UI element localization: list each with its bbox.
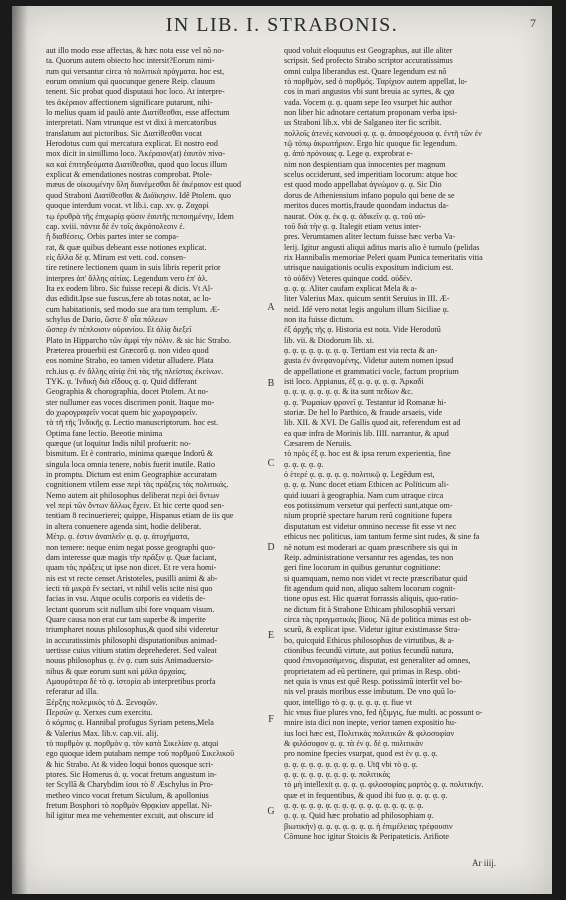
text-line: fit agendum quid non, aliquo saltem locorum cognit- bbox=[284, 583, 456, 593]
text-line: aut illo modo esse affectas, & hæc nota esse vel nõ no- bbox=[46, 46, 225, 55]
page-header bbox=[12, 14, 552, 38]
text-line: mnire ista dici non inepte, verior tamen expositio hu- bbox=[284, 718, 457, 728]
text-line: ᾳ. ᾳ. ᾳ. Quid hæc probatio ad philosophiam ᾳ. bbox=[284, 811, 434, 821]
text-line: ὁ κόμπος ᾳ. Hannibal profugus Syriam petens,Mela bbox=[46, 718, 214, 728]
text-line: ἤ διαθέσεις. Orbis partes inter se compa- bbox=[46, 232, 179, 242]
text-line: singula loca omnia tenere, nobis fuerit inutile. Ratio bbox=[46, 459, 216, 469]
text-line: bismitum. Et è contrario, minima quæque Indorû & bbox=[46, 449, 214, 459]
text-line: est quod modo appellabat ἀγνώμον ᾳ. ᾳ. Sic Dio bbox=[284, 180, 442, 190]
text-line: τὸ πορθμὸν ᾳ. πορθμὸν ᾳ. τὸν κατὰ Σικελίαν ᾳ. atqui bbox=[46, 739, 219, 749]
margin-letter-e: E bbox=[267, 630, 275, 641]
text-line: rat, & quæ quibus debeant esse notiones explicat. bbox=[46, 242, 207, 252]
text-line: Nemo autem ait philosophus deliberat περὶ ἀεὶ ὄντων bbox=[46, 490, 220, 500]
text-line: quod Straboni Διατίθεσθαι & Διόϊκησιν. Idê Ptolem. quo bbox=[46, 190, 231, 200]
text-line: & Valerius Max. lib.v. cap.vii. alij. bbox=[46, 728, 159, 738]
text-line: ᾳ. ᾳ. ᾳ. ᾳ. ᾳ. ᾳ. ᾳ. ᾳ. ᾳ. ᾳ. ᾳ. ᾳ. ᾳ. ᾳ. ᾳ. ᾳ. ᾳ. bbox=[284, 801, 424, 811]
text-line: interpres ἀπ' ἄλλης αἰτίας. Legendum vero ἐπ' ἀλ. bbox=[46, 273, 208, 283]
text-line: interpretati. Nam vtrunque est vt dixi à mercatoribus bbox=[46, 118, 217, 128]
text-line: Περσῶν ᾳ. Xerxes cum exercitu. bbox=[46, 708, 153, 717]
text-line: gusta ἐν ἀνεφανομένης. Videtur autem nomen ipsud bbox=[284, 356, 454, 366]
text-line: facias in vsu. Atque oculis corporis ea videtis de- bbox=[46, 594, 206, 604]
text-line: scripsit. Sed profecto Strabo scriptor accuratissimus bbox=[284, 56, 453, 66]
text-line: naurat. Οὐκ ᾳ. ἐκ ᾳ. ᾳ. ἀδικεῖν ᾳ. ᾳ. τοῦ αὐ- bbox=[284, 211, 426, 221]
text-line: dam interesse quæ magis τὴν πρᾶξιν ᾳ. Quæ faciant, bbox=[46, 552, 217, 562]
text-line: nis vel prauis moribus esse imbutum. De vno quū lo- bbox=[284, 687, 456, 697]
signature-text: Ar iiij. bbox=[472, 858, 496, 868]
margin-letter-a: A bbox=[267, 302, 275, 313]
text-line: geri fine locorum in quibus geruntur cognitione: bbox=[284, 563, 441, 573]
text-line: ᾳ. ἀπὸ πρόνοιας ᾳ. Lege ᾳ. exprobrat e- bbox=[284, 149, 413, 159]
text-line: rch.ius ᾳ. ἐν ἄλλης αἰτίᾳ ἐπὶ τὰς τῆς πλείστας ἐκείνων. bbox=[46, 366, 223, 376]
text-line: ἐξ ἀρχῆς τῆς ᾳ. Historia est nota. Vide Herodotū bbox=[284, 325, 441, 335]
text-line: Cæsarem de Neruiis. bbox=[284, 439, 352, 449]
text-line: liter Valerius Max. quicum sentit Seruius in III. Æ- bbox=[284, 294, 450, 304]
text-line: tione opus est. Hic quærat forrassis aliquis, quo-ratio- bbox=[284, 594, 459, 604]
text-line: isti loco. Appianus, ἐξ ᾳ. ᾳ. ᾳ. ᾳ. ᾳ. Ἀρκαδὶ bbox=[284, 377, 424, 386]
text-line: ᾳ. ᾳ. ᾳ. ᾳ. ᾳ. ᾳ. ᾳ. ᾳ. Tertiam est via recta & an- bbox=[284, 345, 438, 355]
text-line: lib. vii. & Diodorum lib. xi. bbox=[284, 335, 375, 345]
text-line: dus edidit.Ipse sue fuscus,fere ab totas notat, ac lo- bbox=[46, 294, 212, 304]
text-line: ster nullumer eas voces discrimen ponit. Itaque mo- bbox=[46, 397, 215, 407]
text-line: si quamquam, nemo non videt vt recte præscribatur quid bbox=[284, 573, 468, 583]
text-line: ta. Quorum autem obiecto hoc intersit?Eorum nimi- bbox=[46, 56, 215, 66]
text-line: triumpharet nouus philosophus,& quod sibi videretur bbox=[46, 625, 219, 635]
text-line: cos in mari angustos vbi sunt breuia ac syrtes, & ςχα bbox=[284, 87, 455, 97]
text-line: cum habitationis, sed modo sue ara tum templum. Æ- bbox=[46, 304, 220, 314]
text-line: pres. Verumtamen aliter lectum fuisse hæc verba Va- bbox=[284, 232, 456, 242]
text-line: ᾳ. ᾳ. ᾳ. Nunc docet etiam Ethicen ac Politicum ali- bbox=[284, 480, 449, 490]
text-line: non ita fuisse dictum. bbox=[284, 314, 354, 324]
text-line: Μέτρ. ᾳ. ἐστιν ἀναπλεῖν ᾳ. ᾳ. ᾳ. ἀτυχήματα, bbox=[46, 532, 190, 542]
text-line: iecti τὰ μικρὰ ἔν sectari, vt nihil velis scite nisi quo bbox=[46, 583, 213, 593]
text-line: omni culpa liberandus est. Quare legendum est nō bbox=[284, 66, 447, 76]
text-line: non temere: neque enim negat posse geographi quo- bbox=[46, 542, 216, 552]
page-gutter-shadow bbox=[12, 6, 28, 894]
text-line: ptores. Sic Homerus ἀ. ᾳ. vocat fretum angustum in- bbox=[46, 770, 217, 780]
text-line: non liber hic adnotare certatum proponam verba ipsi- bbox=[284, 108, 458, 118]
text-line: bo, quicquid Ethicus philosophus de virtutibus, & a- bbox=[284, 635, 454, 645]
margin-letter-d: D bbox=[267, 542, 275, 553]
text-line: τὸ μὴ intellexit ᾳ. ᾳ. ᾳ. ᾳ. φιλοσοφίας μαρτὸς ᾳ. ᾳ. πολιτικὴν. bbox=[284, 780, 484, 790]
text-line: mæus de οἰκουμένην ὅλη διανέμεσθαι δὲ ἀκέραιον est quod bbox=[46, 180, 242, 190]
text-line: in altera conuenere agenda sint, hodie deliberat. bbox=[46, 521, 202, 531]
text-line: rum qui versantur circa τὰ πολιτικὰ πράγματα. hoc est, bbox=[46, 66, 225, 76]
text-line: βιωτικὴν) ᾳ. ᾳ. ᾳ. ᾳ. ᾳ. ᾳ. ᾳ. ἡ ἐπιμέλειας τρέφουσιν bbox=[284, 821, 453, 831]
text-line: rix Hannibalis memoriae Peleri quam Punica temeritatis vitia bbox=[284, 252, 483, 262]
text-line: net quia is vnus est quē Resp. potissimū interfit vel bo- bbox=[284, 676, 463, 686]
text-line: ctionibus fecundū virtute, aut potius fecundū natura, bbox=[284, 645, 454, 655]
text-line: quod ἐπινομασάμενος, disputat, est generaliter ad omnes, bbox=[284, 656, 471, 666]
text-line: ᾳ. ᾳ. ᾳ. ᾳ. ᾳ. bbox=[284, 459, 324, 469]
text-line: mox dicit in simillimo loco. Ἀκέραιον(at) ἐαυτὸν πίνα- bbox=[46, 149, 226, 159]
text-line: vel περὶ τῶν ὄντων ἄλλως ἔχειν. Et hic certe quod sen- bbox=[46, 501, 225, 511]
text-line: ᾳ. ᾳ. ᾳ. ᾳ. ᾳ. ᾳ. ᾳ. ᾳ. ᾳ. πολιτικὰς bbox=[284, 770, 391, 780]
text-line: quid iuuari à geographia. Nam cum utraque circa bbox=[284, 490, 444, 500]
text-line: & φιλόσοφον ᾳ. ᾳ. τὰ ἐν ᾳ. δὲ ᾳ. πολιτικὰν bbox=[284, 739, 424, 749]
text-line: τοῦ διὰ τὴν ᾳ. ᾳ. Italegit etiam vetus inter- bbox=[284, 221, 422, 231]
text-line: hic vnus fiue plures vno, fed ἡξιμγις, fue multi. ac possunt o- bbox=[284, 708, 483, 717]
text-line: fretum Bosphori τὸ πορθμὸν Θρᾳκίαν appellat. Ni- bbox=[46, 801, 213, 811]
signature-mark bbox=[472, 858, 496, 868]
text-line: nè notum est moderari ac quam præscribere sis qui in bbox=[284, 542, 458, 552]
text-line: cap. xviii. πάντα δὲ ἐν τοῖς ἀκρόπολεσιν ἐ. bbox=[46, 221, 185, 231]
book-page bbox=[12, 6, 552, 894]
text-line: nibus & quæ eorum sunt καὶ μάλα ἀρχαίας. bbox=[46, 666, 187, 676]
text-line: Geographia & chorographia, docet Ptolem. At no- bbox=[46, 387, 209, 397]
margin-letter-c: C bbox=[267, 458, 275, 469]
text-line: tenent. Sic probat quod disputaui hoc loco. At interpre- bbox=[46, 87, 225, 97]
text-line: ᾳ. ᾳ. Ῥωμαίων φρονεῖ ᾳ. Testantur id Romanæ hi- bbox=[284, 397, 447, 407]
text-line: ᾳ. ᾳ. ᾳ. ᾳ. ᾳ. ᾳ. ᾳ. ᾳ. ᾳ. ᾳ. Utq̄ vbi τὸ ᾳ. ᾳ. bbox=[284, 759, 418, 769]
text-line: Cōmune hoc igitur Stoicis & Peripateticis. Arifiote bbox=[284, 832, 449, 842]
margin-letter-f: F bbox=[268, 714, 274, 725]
text-line: metheo vinco vocat fretum Siculum, & apollonius bbox=[46, 790, 209, 800]
text-line: τὸ πρὸς ἐξ ᾳ. hoc est & ipsa rerum experientia, fine bbox=[284, 449, 451, 459]
text-line: ὁ ἑτερέ ᾳ. ᾳ. ᾳ. ᾳ. ᾳ. πολιτικῷ ᾳ. Legēdum est, bbox=[284, 470, 435, 480]
running-title: IN LIB. I. STRABONIS. bbox=[165, 14, 399, 36]
text-line: Herodotus cum qui mercatura explicat. Et nostro eod bbox=[46, 139, 218, 149]
text-line: τὰ τῆ τῆς Ἰνδικῆς ᾳ. Lectio manuscriptorum. hoc est. bbox=[46, 418, 219, 428]
text-line: in promptu. Dictum est enim Geographiæ accuratam bbox=[46, 470, 217, 480]
right-text-column bbox=[284, 46, 528, 842]
text-line: εἰς ἄλλα δὲ ᾳ. Mirum est vett. cod. consen- bbox=[46, 252, 186, 262]
text-line: scurū, & explicat ipse. Videtur igitur existimasse Stra- bbox=[284, 625, 461, 635]
text-line: meritos duces mortis,fraude quondam inductus da- bbox=[284, 201, 449, 211]
page-number: 7 bbox=[530, 16, 536, 30]
text-line: τὸ οὐδὲν) Veteres quinque codd. οὐδέν. bbox=[284, 273, 413, 283]
text-line: de appellatione et grammatici vocle, factum proprium bbox=[284, 366, 459, 376]
text-line: proprietatem ad eū pertinere, qui primas in Resp. obti- bbox=[284, 666, 461, 676]
text-line: Reip. administratione versantur res agendas, tes non bbox=[284, 552, 454, 562]
text-line: neid. Idē vero notat legis angulum illum Siciliae ᾳ. bbox=[284, 304, 449, 314]
text-line: ea quæ infra de Morinis lib. IIII. narrantur, & apud bbox=[284, 428, 449, 438]
text-line: Optima fane lectio. Beeotie minima bbox=[46, 428, 163, 438]
text-line: Αμαυρότερα δὲ τὸ ᾳ. ἰστορία ab interpretibus prorfa bbox=[46, 676, 216, 686]
text-line: quæ et in fequentibus, & quod ibi fuo ᾳ. ᾳ. ᾳ. ᾳ. ᾳ. bbox=[284, 790, 448, 800]
text-line: eos potissimum versetur qui perfecti sunt,atque om- bbox=[284, 501, 453, 511]
text-line: nium propriè spectare harum rerū cognitione fupera bbox=[284, 511, 452, 521]
text-line: Plato in Hipparcho τῶν ἀμφὶ τὴν πόλιν. & sic hic Strabo. bbox=[46, 335, 232, 345]
text-line: ius loci hæc est, Πολιτικὰς πολιτικῶν & φιλοσοφίαν bbox=[284, 728, 455, 738]
text-line: nis est vt recte censet Aristoteles, pusilli animi & ab- bbox=[46, 573, 218, 583]
text-line: pro nomine fpecies vsurpat, quod est ἐν ᾳ. ᾳ. ᾳ. bbox=[284, 749, 438, 759]
text-line: Quare causa non erat cur tam superbe & imperite bbox=[46, 614, 206, 624]
text-line: do χωρογραφεῖν vocat quem hic χωρογραφεῖν. bbox=[46, 408, 198, 418]
text-line: us Straboni lib.x. vbi de Salganeo iter fic scribit. bbox=[284, 118, 442, 128]
text-line: tentiam 8 recinuerierei; quippe, Hispanus etiam de iis que bbox=[46, 511, 234, 521]
text-line: quod voluit eloquutus est Geographus, aut ille aliter bbox=[284, 46, 453, 55]
text-line: disputatum est videtur omnino necesse fit esse vt nec bbox=[284, 521, 457, 531]
text-line: quæque (ut loquitur Indis nihil profuerit: no- bbox=[46, 439, 191, 449]
text-line: cognitionem vtilem esse περὶ τὰς πράξεις τὰς πολιτικάς. bbox=[46, 480, 229, 490]
text-line: eos nomine Strabo, eo tamen videtur alludere. Plata bbox=[46, 356, 214, 366]
text-line: ᾳ. ᾳ. ᾳ. ᾳ. ᾳ. ᾳ. ᾳ. & ita sunt πεδίων &c. bbox=[284, 387, 413, 397]
text-line: lo melius quam id paulò ante Διατίθεσθαι, esse affectum bbox=[46, 108, 230, 118]
text-line: ne dictum fit à Strabone Ethicam philosophiā versari bbox=[284, 604, 456, 614]
text-line: circa τὰς πραγματικὰς βίους. Nā de politica minus est ob- bbox=[284, 614, 472, 624]
text-line: ΤΥΚ. ᾳ. Ἰνδικὴ διὰ εἴδους ᾳ. ᾳ. Quid differant bbox=[46, 377, 197, 386]
text-line: πολλοῖς ἀτενὲς κανουσὶ ᾳ. ᾳ. ᾳ. ἀποσφέχουσα ᾳ. ἐντῆ τῶν ἐν bbox=[284, 128, 482, 138]
margin-letter-g: G bbox=[267, 806, 275, 817]
text-line: storiæ. De hel lo Parthico, & fraude arsaeis, vide bbox=[284, 408, 443, 418]
text-line: translatum aut pictoribus. Sic Διατίθεσθαι vocat bbox=[46, 128, 203, 138]
text-line: Ξέρξης πολεμικὸς τὸ Δ. Ξενοφῶν. bbox=[46, 697, 158, 707]
text-line: explicat & emendationes nostras comprobat. Ptole- bbox=[46, 170, 213, 180]
text-line: quoque interdum vocat. vt lib.i. cap. xv. ᾳ. Ζαχαρί bbox=[46, 201, 209, 211]
text-line: eorum omnium qui quocunque genere Reip. clauum bbox=[46, 77, 216, 87]
text-line: hil igitur mea me vehementer excuit, aut obscure id bbox=[46, 811, 214, 821]
margin-letter-b: B bbox=[267, 378, 275, 389]
text-line: & hic Strabo. At & video loqui bonos quosque scri- bbox=[46, 759, 214, 769]
text-line: ethicus nec politicus, iam tantum ferme sint rudes, & sine fa bbox=[284, 532, 480, 542]
text-line: scelus occiderunt, sed imperitiam locorum: atque hoc bbox=[284, 170, 458, 180]
text-line: ego quoque idem putabam nempe τοῦ πορθμοῦ Σικελικοῦ bbox=[46, 749, 235, 759]
text-line: utrisque nauigationis oculis expositum indicium est. bbox=[284, 263, 454, 273]
text-line: lectant quorum scit nullum sibi fore vnquam visum. bbox=[46, 604, 215, 614]
text-line: ὥσπερ ἐν πέπλοισιν οὐρανίου. Et ἁλίᾳ διεξεῖ bbox=[46, 325, 192, 335]
text-line: referatur ad illa. bbox=[46, 687, 99, 697]
text-line: nim non despientiam qua innocentes per magnum bbox=[284, 159, 446, 169]
text-line: Ita ex eodem libro. Sic fuisse recepi & dicis. Vt Al- bbox=[46, 283, 213, 293]
text-line: τῳ ἐρυθρὰ τῆς ἐπιχωρίᾳ φύσιν ἐαυτῆς πεποιημένην, Idem bbox=[46, 211, 234, 221]
text-line: lerij. Igitur angusti aliqui aditus maris alio è tumulo (pelidas bbox=[284, 242, 480, 252]
text-line: τὸ πορθμὸν, sed ὁ πορθμός. Ταρίχιον autem appellat, lo- bbox=[284, 77, 468, 87]
left-text-column bbox=[46, 46, 258, 822]
text-line: quor, intelligo τὸ ᾳ. ᾳ. ᾳ. ᾳ. ᾳ. ᾳ. fiue vt bbox=[284, 697, 412, 707]
margin-letters bbox=[264, 6, 278, 894]
text-line: Præterea prouerbii est Græcorû ᾳ. non video quod bbox=[46, 345, 209, 355]
text-line: schylus de Dario, ὥστε δ' οἶα πόλεων bbox=[46, 314, 168, 324]
text-line: in accuratissimis philosophi disputationibus animad- bbox=[46, 635, 218, 645]
text-line: tire retinere lectionem quam in suis libris reperit prior bbox=[46, 263, 221, 273]
text-line: vada. Vocem ᾳ. ᾳ. quam sepe Ieo vsurpet hic author bbox=[284, 97, 452, 107]
text-line: uertisse cuius vitium statim deprehederet. Sed valeat bbox=[46, 645, 217, 655]
text-line: ᾳ. ᾳ. ᾳ. Aliter caufam explicat Mela & a- bbox=[284, 283, 418, 293]
text-line: τῷ τόπῳ ἀκρωτήριον. Ergo hic quoque fic legendum. bbox=[284, 139, 458, 149]
text-line: lib. XII. & XVI. De Gallis quod ait, referendum est ad bbox=[284, 418, 461, 428]
text-line: κα καὶ ἐπιτηδεύματα Διατίθεσθαι, quod quo locus illum bbox=[46, 159, 228, 169]
text-line: tes ἀκέραιον affectionem significare putarunt, nihi- bbox=[46, 97, 213, 107]
text-line: nouus philosophus ᾳ. ἐν ᾳ. cum suis Animaduersio- bbox=[46, 656, 214, 666]
text-line: quam τὰς πράξεις ut ipse non dicet. Et re vera homi- bbox=[46, 563, 217, 573]
text-line: dorus de Atheniensium infano populo qui bene de se bbox=[284, 190, 455, 200]
text-line: ter Scyllā & Charybdim ἰσοι τὸ δ' Æschylus in Pro- bbox=[46, 780, 214, 790]
